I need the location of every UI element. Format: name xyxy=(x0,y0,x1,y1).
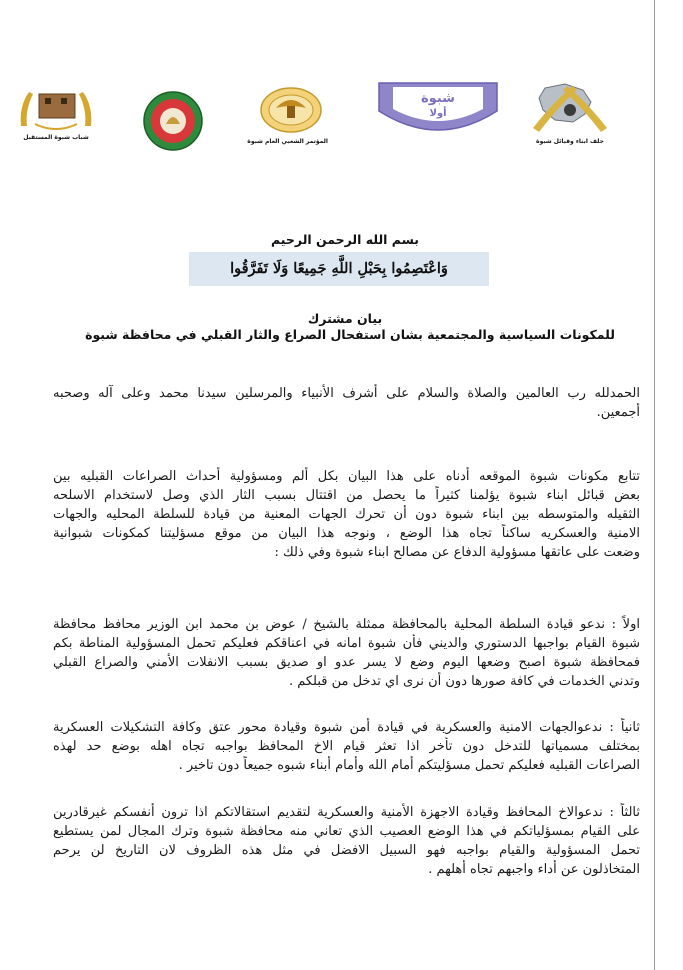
quran-verse: وَاعْتَصِمُوا بِحَبْلِ اللَّهِ جَمِيعًا وَلَا تَفَرَّقُوا xyxy=(189,252,489,286)
shabwa-tribes-alliance-logo xyxy=(525,80,615,148)
text-line: تتابع مكونات شبوة الموقعه أدناه على هذا البيان بكل ألم ومسؤولية أحداث الصراعات القبليه بين xyxy=(53,469,640,484)
text-line: على القيام بمسؤلياتكم في هذا الوضع العصيب الذي تعاني منه محافظة شبوة وترك المجال لمن يستطيع xyxy=(53,824,640,839)
svg-text:أولا: أولا xyxy=(429,108,447,119)
first-demand-paragraph xyxy=(53,615,640,691)
text-line: ثالثاً : ندعوالاخ المحافظ وقيادة الاجهزة الأمنية والعسكرية لتقديم استقالاتكم اذا ترون أنفسكم غيرقادرين xyxy=(53,805,640,820)
logo-caption: حلف ابناء وقبائل شبوة xyxy=(536,138,604,145)
second-demand-paragraph xyxy=(53,718,640,775)
intro-paragraph xyxy=(53,384,640,422)
text-line: بعض قبائل ابناء شبوة يؤلمنا كثيراً ما يحصل من اقتتال بسبب الثار الذي وصل لاستخدام الاسلحه xyxy=(53,488,640,503)
text-line: اولاً : ندعو قيادة السلطة المحلية بالمحافظة ممثلة بالشيخ / عوض بن محمد ابن الوزير محافظ محافظة xyxy=(53,617,640,632)
text-line: الامنية والعسكريه ساكناً تجاه هذا الوضع ، ونوجه هذا البيان من موقع مسؤليتنا كمكونات شبوانية xyxy=(53,526,640,541)
text-line: الحمدلله رب العالمين والصلاة والسلام على أشرف الأنبياء والمرسلين سيدنا محمد وعلى آله وصحبه xyxy=(53,386,640,401)
page-title: بيان مشترك xyxy=(307,311,383,326)
shabwa-future-youth-logo xyxy=(15,86,97,150)
shabwa-first-logo xyxy=(377,81,499,143)
text-line: الثقيله والمتوسطه بين ابناء شبوة دون أن تحرك الجهات المعنية من قيادة للسلطة المحليه والجهات xyxy=(53,507,640,522)
third-demand-paragraph xyxy=(53,803,640,879)
logos-row xyxy=(0,78,683,153)
text-line: وتدني الخدمات في كافة صورها دون أن نرى اي تدخل من قبلكم . xyxy=(288,674,640,689)
logo-caption: شباب شبوة المستقبل xyxy=(23,134,89,141)
text-line: أجمعين. xyxy=(596,405,640,420)
text-line: شبوة القيام بواجبها الدستوري والديني فأن شبوة امانه في اعناقكم فعليكم تحمل المسؤولية المناطة بكم xyxy=(53,636,640,651)
text-line: المتخاذلون عن أداء واجبهم تجاه أهلهم . xyxy=(428,862,640,877)
body-paragraph xyxy=(53,467,640,562)
text-line: فمحافظة شبوة اصبح وضعها اليوم وضع لا يسر عدو او صديق بسبب الانفلات الأمني والصراع القبلي xyxy=(53,655,640,670)
svg-text:شبوة: شبوة xyxy=(421,91,455,106)
page-subtitle: للمكونات السياسية والمجتمعية بشان استفحال الصراع والثار القبلي في محافظة شبوة xyxy=(85,327,615,342)
text-line: تحمل المسؤولية والقيام بواجبه فهو السبيل الافضل في مثل هذه الظروف لان التاريخ لن يرحم xyxy=(53,843,640,858)
text-line: وضعت على عاتقها مسؤولية الدفاع عن مصالح ابناء شبوة وفي ذلك : xyxy=(274,545,640,560)
logo-caption: المؤتمر الشعبي العام شبوة xyxy=(247,138,328,145)
text-line: الصراعات القبليه فعليكم تحمل مسؤليتكم أمام الله وأمام أبناء شبوه جميعاً دون تاخير . xyxy=(178,758,640,773)
text-line: ثانياً : ندعوالجهات الامنية والعسكرية في قيادة أمن شبوة وقيادة محور عتق وكافة التشكيلات العسكرية xyxy=(53,720,640,735)
shabwa-red-emblem-logo xyxy=(140,90,206,152)
text-line: بمختلف مسمياتها للتدخل دون تأخر اذا تعثر قيام الاخ المحافظ بواجبه تجاه اهله بوضع حد لهذه xyxy=(53,739,640,754)
shabwa-conference-logo xyxy=(247,86,328,146)
basmala: بسم الله الرحمن الرحيم xyxy=(271,232,419,247)
